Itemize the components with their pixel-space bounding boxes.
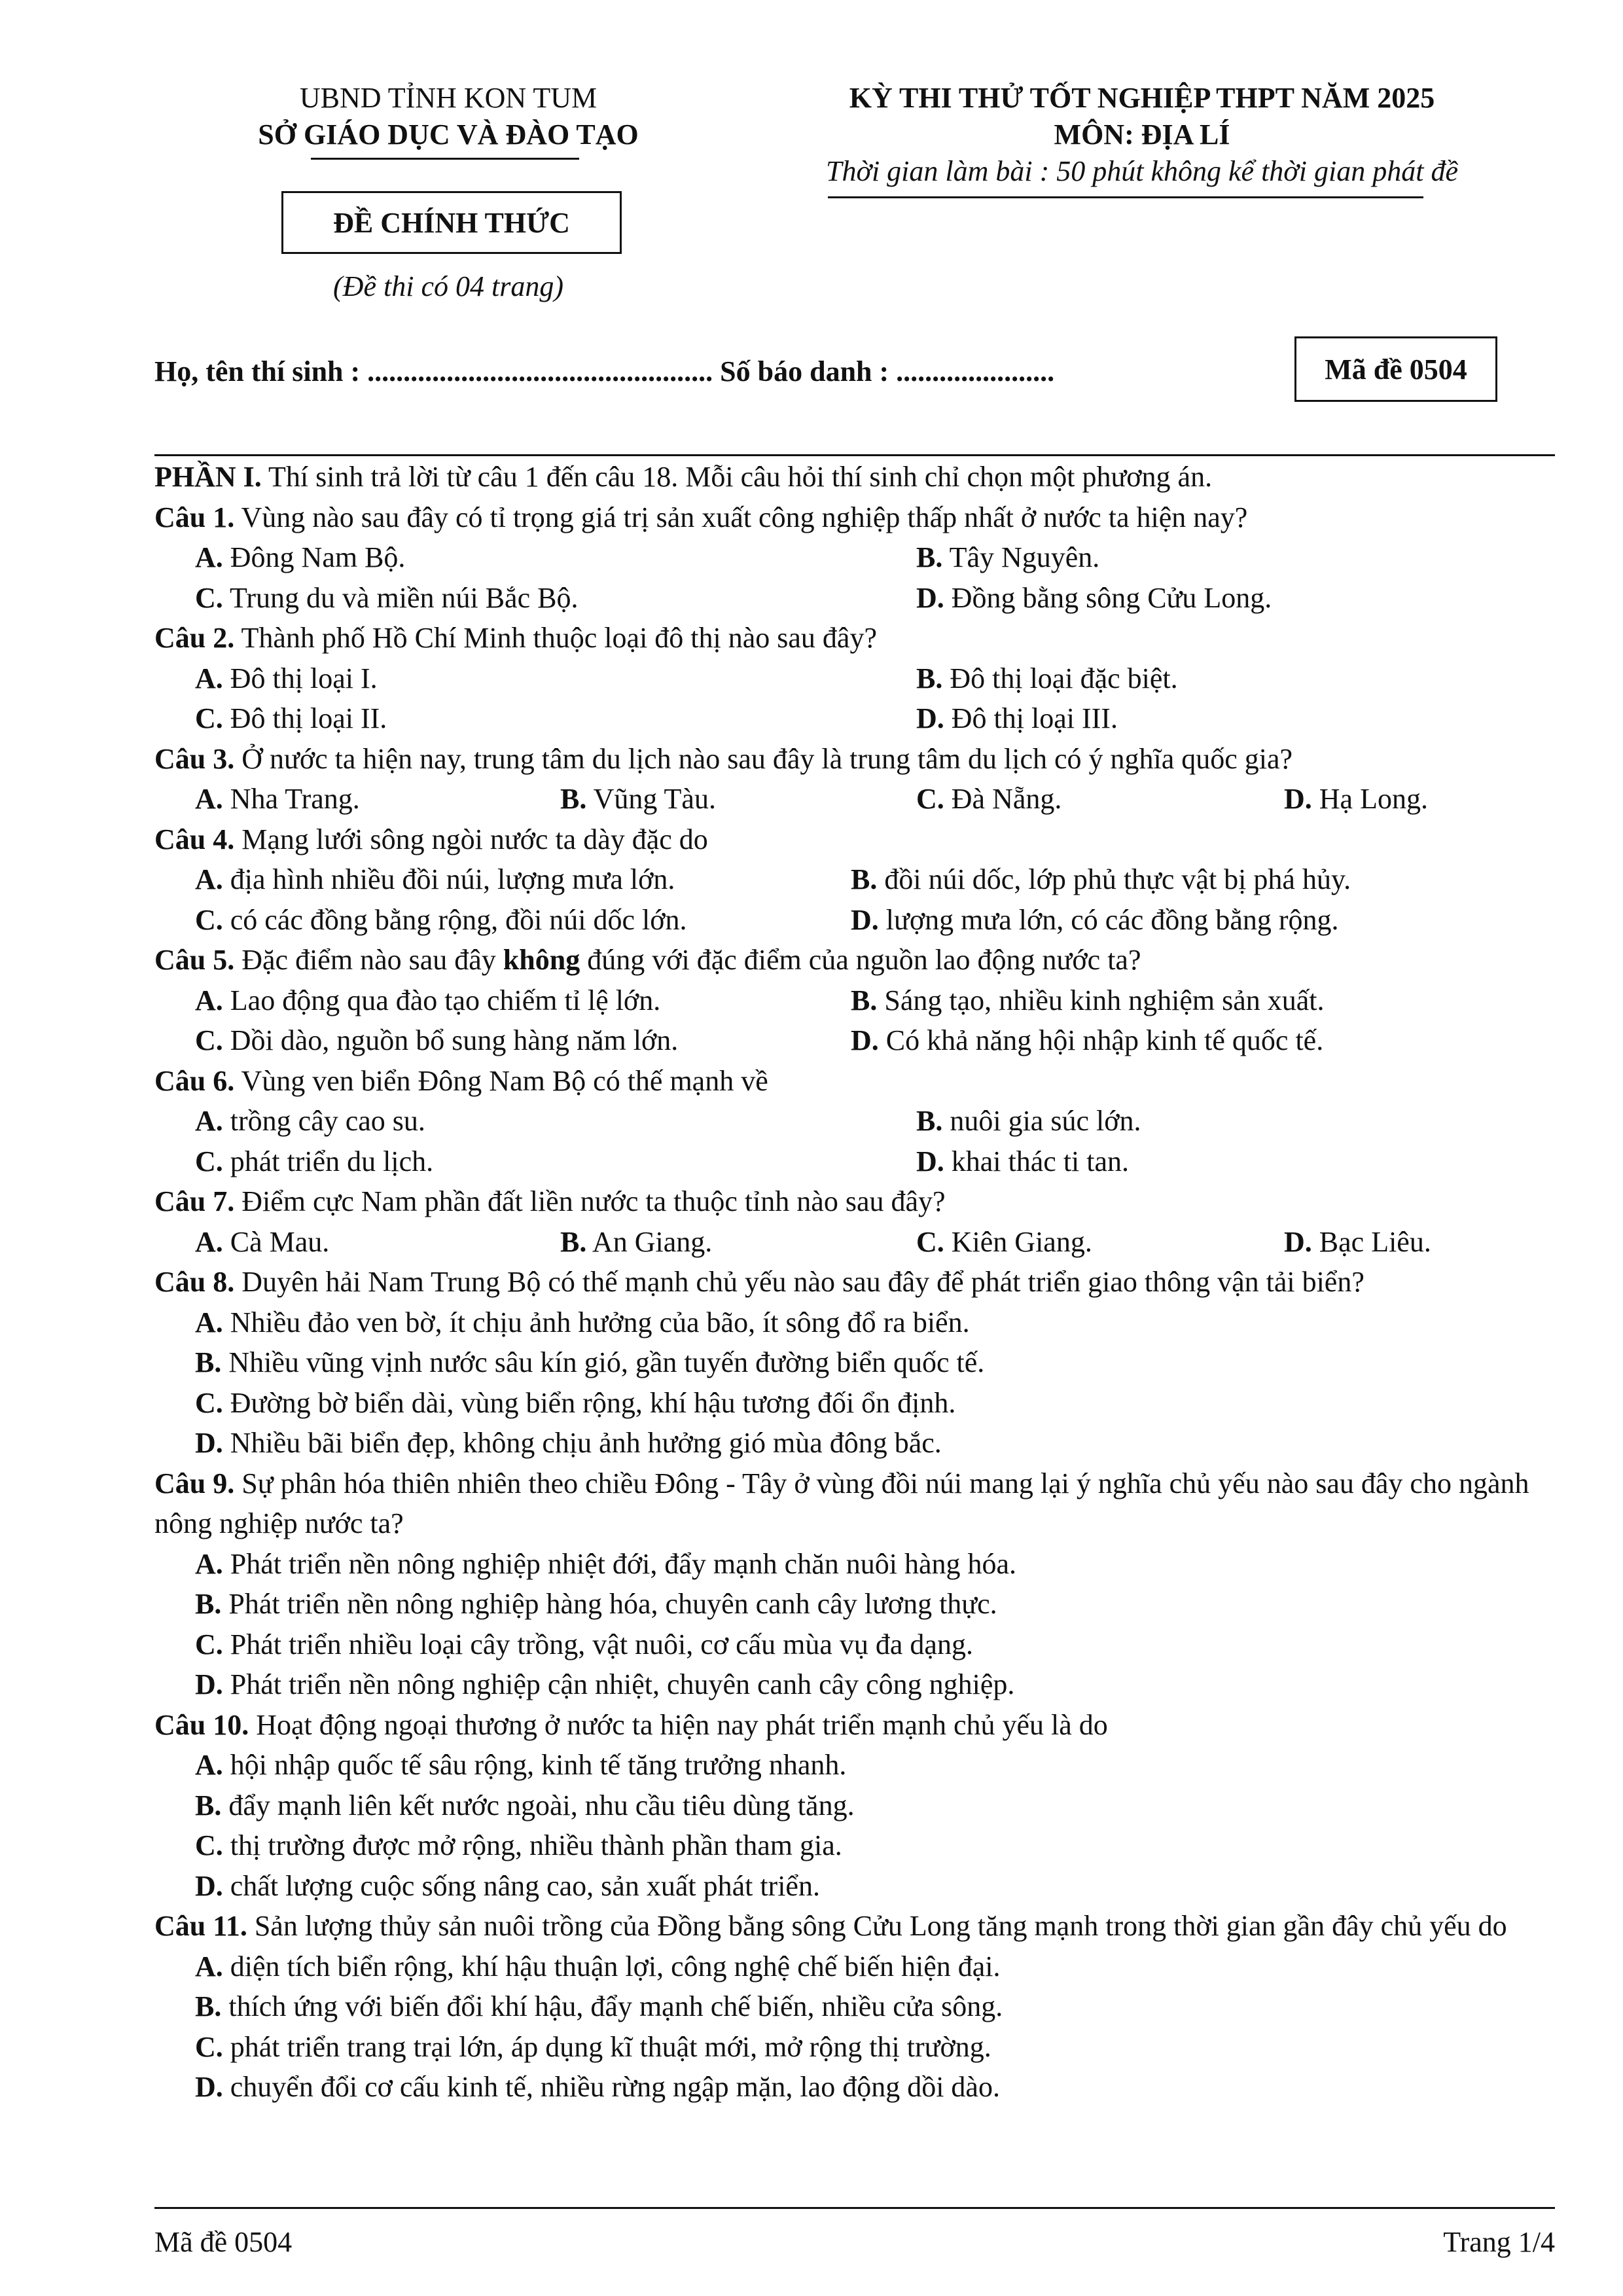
option-d: D. chuyển đổi cơ cấu kinh tế, nhiều rừng ngập mặn, lao động dồi dào. bbox=[195, 2071, 1000, 2103]
option-c: C. phát triển du lịch. bbox=[195, 1145, 434, 1177]
option-d: D. Có khả năng hội nhập kinh tế quốc tế. bbox=[851, 1024, 1324, 1056]
footer-page-number: Trang 1/4 bbox=[1443, 2226, 1555, 2258]
page-footer bbox=[154, 2225, 1555, 2259]
question-8 bbox=[154, 1262, 1555, 1302]
options-row bbox=[154, 980, 1555, 1021]
options-row bbox=[154, 1020, 1555, 1061]
question-4 bbox=[154, 819, 1555, 860]
option-c: C. Kiên Giang. bbox=[916, 1225, 1092, 1258]
exam-time-note: Thời gian làm bài : 50 phút không kể thời gian phát đề bbox=[825, 155, 1458, 187]
option-a: A. Nhiều đảo ven bờ, ít chịu ảnh hưởng của bão, ít sông đổ ra biển. bbox=[195, 1306, 970, 1338]
options-row bbox=[154, 578, 1555, 619]
options-row bbox=[154, 1101, 1555, 1141]
question-label: Câu 2. bbox=[154, 622, 235, 654]
option-c: C. có các đồng bằng rộng, đồi núi dốc lớn. bbox=[195, 903, 687, 936]
option-b: B. Phát triển nền nông nghiệp hàng hóa, chuyên canh cây lương thực. bbox=[195, 1588, 997, 1620]
pages-note: (Đề thi có 04 trang) bbox=[333, 270, 563, 302]
question-text: Mạng lưới sông ngòi nước ta dày đặc do bbox=[234, 823, 708, 855]
options-row bbox=[154, 658, 1555, 699]
question-label: Câu 7. bbox=[154, 1185, 235, 1217]
question-text: Sản lượng thủy sản nuôi trồng của Đồng bằng sông Cửu Long tăng mạnh trong thời gian gần đây chủ yếu do bbox=[247, 1910, 1507, 1942]
exam-subject: MÔN: ĐỊA LÍ bbox=[1054, 118, 1230, 151]
exam-code-box bbox=[1294, 336, 1497, 402]
option-c: C. thị trường được mở rộng, nhiều thành phần tham gia. bbox=[195, 1829, 842, 1861]
options-row bbox=[154, 779, 1555, 819]
option-a: A. Đông Nam Bộ. bbox=[195, 541, 406, 573]
options-row bbox=[154, 698, 1555, 739]
question-text: Hoạt động ngoại thương ở nước ta hiện nay phát triển mạnh chủ yếu là do bbox=[249, 1708, 1108, 1741]
part1-instruction bbox=[154, 457, 1555, 497]
question-text: Điểm cực Nam phần đất liền nước ta thuộc tỉnh nào sau đây? bbox=[234, 1185, 946, 1217]
option-c: C. Đà Nẵng. bbox=[916, 783, 1062, 815]
question-6 bbox=[154, 1061, 1555, 1102]
org-underline bbox=[311, 158, 579, 160]
question-text: Duyên hải Nam Trung Bộ có thế mạnh chủ yếu nào sau đây để phát triển giao thông vận tải biển? bbox=[234, 1266, 1364, 1298]
option-a: A. Phát triển nền nông nghiệp nhiệt đới, đẩy mạnh chăn nuôi hàng hóa. bbox=[195, 1547, 1017, 1580]
option-b: B. Tây Nguyên. bbox=[916, 541, 1100, 573]
footer-divider bbox=[154, 2207, 1555, 2209]
questions-body bbox=[154, 457, 1555, 2108]
footer-exam-code: Mã đề 0504 bbox=[154, 2226, 293, 2258]
question-text: Vùng nào sau đây có tỉ trọng giá trị sản xuất công nghiệp thấp nhất ở nước ta hiện nay? bbox=[234, 501, 1248, 533]
exam-code: Mã đề 0504 bbox=[1325, 353, 1467, 386]
question-text: Vùng ven biển Đông Nam Bộ có thế mạnh về bbox=[234, 1064, 768, 1097]
option-c: C. Trung du và miền núi Bắc Bộ. bbox=[195, 581, 579, 614]
question-label: Câu 3. bbox=[154, 742, 235, 775]
option-b: B. đẩy mạnh liên kết nước ngoài, nhu cầu tiêu dùng tăng. bbox=[195, 1789, 855, 1821]
options-row bbox=[154, 537, 1555, 578]
question-7 bbox=[154, 1181, 1555, 1222]
question-10 bbox=[154, 1705, 1555, 1746]
question-text-emphasis: không bbox=[503, 944, 580, 976]
option-d: D. Đô thị loại III. bbox=[916, 702, 1118, 734]
option-a: A. Lao động qua đào tạo chiếm tỉ lệ lớn. bbox=[195, 984, 661, 1016]
option-d: D. khai thác ti tan. bbox=[916, 1145, 1130, 1177]
options-row bbox=[154, 900, 1555, 941]
exam-title: KỲ THI THỬ TỐT NGHIỆP THPT NĂM 2025 bbox=[849, 82, 1435, 114]
option-b: B. nuôi gia súc lớn. bbox=[916, 1105, 1141, 1137]
question-label: Câu 11. bbox=[154, 1910, 247, 1942]
options-row bbox=[154, 1222, 1555, 1263]
option-a: A. Đô thị loại I. bbox=[195, 662, 378, 694]
option-d: D. chất lượng cuộc sống nâng cao, sản xuất phát triển. bbox=[195, 1869, 820, 1902]
candidate-info-line: Họ, tên thí sinh : ................................................ Số báo danh : ...................... bbox=[154, 355, 1055, 387]
option-c: C. Đô thị loại II. bbox=[195, 702, 387, 734]
option-c: C. Phát triển nhiều loại cây trồng, vật nuôi, cơ cấu mùa vụ đa dạng. bbox=[195, 1628, 973, 1660]
option-b: B. An Giang. bbox=[560, 1225, 713, 1258]
option-b: B. Đô thị loại đặc biệt. bbox=[916, 662, 1178, 694]
option-d: D. lượng mưa lớn, có các đồng bằng rộng. bbox=[851, 903, 1339, 936]
question-label: Câu 1. bbox=[154, 501, 235, 533]
options-row bbox=[154, 1141, 1555, 1182]
question-11 bbox=[154, 1906, 1555, 1946]
option-b: B. đồi núi dốc, lớp phủ thực vật bị phá hủy. bbox=[851, 863, 1351, 895]
question-label: Câu 6. bbox=[154, 1064, 235, 1097]
official-label-box bbox=[281, 191, 622, 254]
question-2 bbox=[154, 618, 1555, 658]
title-underline bbox=[828, 196, 1423, 198]
part1-label: PHẦN I. bbox=[154, 461, 262, 493]
question-label: Câu 8. bbox=[154, 1266, 235, 1298]
question-text: Ở nước ta hiện nay, trung tâm du lịch nào sau đây là trung tâm du lịch có ý nghĩa quốc gia? bbox=[234, 742, 1293, 775]
option-c: C. Dồi dào, nguồn bổ sung hàng năm lớn. bbox=[195, 1024, 679, 1056]
option-a: A. Nha Trang. bbox=[195, 783, 360, 815]
question-3 bbox=[154, 739, 1555, 780]
question-text: Sự phân hóa thiên nhiên theo chiều Đông - Tây ở vùng đồi núi mang lại ý nghĩa chủ yếu nào sau đây cho ngành nông nghiệp nước ta? bbox=[154, 1467, 1529, 1539]
question-text: đúng với đặc điểm của nguồn lao động nước ta? bbox=[580, 944, 1141, 976]
option-b: B. Vũng Tàu. bbox=[560, 783, 716, 815]
option-a: A. diện tích biển rộng, khí hậu thuận lợi, công nghệ chế biến hiện đại. bbox=[195, 1950, 1001, 1982]
question-label: Câu 5. bbox=[154, 944, 235, 976]
option-d: D. Phát triển nền nông nghiệp cận nhiệt, chuyên canh cây công nghiệp. bbox=[195, 1668, 1015, 1700]
official-label: ĐỀ CHÍNH THỨC bbox=[333, 206, 570, 239]
org-line-2: SỞ GIÁO DỤC VÀ ĐÀO TẠO bbox=[258, 118, 639, 151]
org-line-1: UBND TỈNH KON TUM bbox=[299, 82, 597, 114]
options-row bbox=[154, 859, 1555, 900]
question-label: Câu 10. bbox=[154, 1708, 249, 1741]
option-d: D. Bạc Liêu. bbox=[1284, 1225, 1431, 1258]
option-a: A. trồng cây cao su. bbox=[195, 1105, 425, 1137]
option-d: D. Hạ Long. bbox=[1284, 783, 1428, 815]
option-c: C. phát triển trang trại lớn, áp dụng kĩ thuật mới, mở rộng thị trường. bbox=[195, 2030, 991, 2063]
option-d: D. Đồng bằng sông Cửu Long. bbox=[916, 581, 1272, 614]
question-text: Đặc điểm nào sau đây bbox=[234, 944, 503, 976]
option-a: A. địa hình nhiều đồi núi, lượng mưa lớn. bbox=[195, 863, 675, 895]
option-d: D. Nhiều bãi biển đẹp, không chịu ảnh hưởng gió mùa đông bắc. bbox=[195, 1427, 942, 1459]
option-b: B. Sáng tạo, nhiều kinh nghiệm sản xuất. bbox=[851, 984, 1325, 1016]
option-a: A. hội nhập quốc tế sâu rộng, kinh tế tăng trưởng nhanh. bbox=[195, 1749, 847, 1781]
question-label: Câu 4. bbox=[154, 823, 235, 855]
part1-text: Thí sinh trả lời từ câu 1 đến câu 18. Mỗi câu hỏi thí sinh chỉ chọn một phương án. bbox=[261, 461, 1213, 493]
option-b: B. thích ứng với biến đổi khí hậu, đẩy mạnh chế biến, nhiều cửa sông. bbox=[195, 1990, 1003, 2022]
option-c: C. Đường bờ biển dài, vùng biển rộng, khí hậu tương đối ổn định. bbox=[195, 1386, 956, 1419]
question-label: Câu 9. bbox=[154, 1467, 235, 1499]
question-9 bbox=[154, 1463, 1555, 1544]
question-5 bbox=[154, 940, 1555, 980]
question-1 bbox=[154, 497, 1555, 538]
header-divider bbox=[154, 454, 1555, 456]
option-b: B. Nhiều vũng vịnh nước sâu kín gió, gần tuyến đường biển quốc tế. bbox=[195, 1346, 985, 1378]
question-text: Thành phố Hồ Chí Minh thuộc loại đô thị nào sau đây? bbox=[234, 622, 877, 654]
option-a: A. Cà Mau. bbox=[195, 1225, 330, 1258]
